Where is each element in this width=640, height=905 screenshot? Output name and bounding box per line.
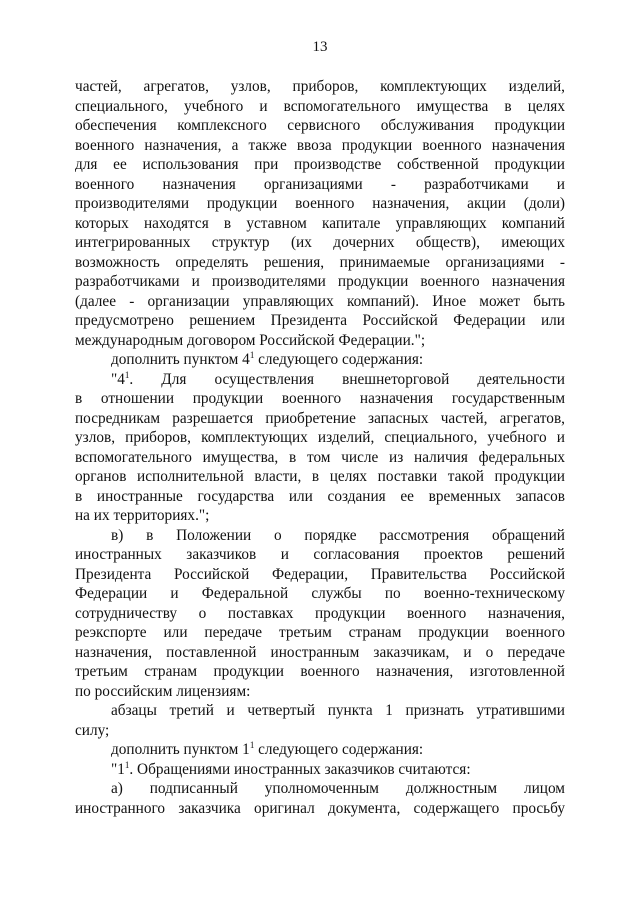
text-line: (далее - организации управляющих компаний). Иное может быть: [75, 292, 565, 310]
superscript: 1: [124, 759, 130, 770]
text-line: интегрированных структур (их дочерних обществ), имеющих: [75, 234, 565, 251]
text-line: дополнить пунктом $4^1$ следующего содержания:: [111, 350, 424, 368]
text-line: посредникам разрешается приобретение запасных частей, агрегатов,: [75, 409, 565, 427]
text-line: на их территориях.";: [75, 507, 210, 524]
superscript: 1: [249, 740, 255, 750]
text-line: обеспечения комплексного сервисного обслуживания продукции: [75, 117, 565, 134]
text-line: реэкспорте или передаче третьим странам продукции военного: [75, 624, 565, 641]
text-line: "$4^1$. Для осуществления внешнеторговой деятельности: [111, 369, 565, 388]
text-line: военного назначения организациями - разработчиками и: [75, 175, 565, 193]
superscript: 1: [249, 350, 255, 360]
document-body: [75, 77, 565, 818]
text-line: "$1^1$. Обращениями иностранных заказчиков считаются:: [111, 759, 471, 778]
text-line: производителями продукции военного назначения, акции (доли): [75, 195, 565, 212]
text-line: Президента Российской Федерации, Правительства Российской: [75, 565, 565, 583]
text-line: а) подписанный уполномоченным должностным лицом: [111, 780, 565, 797]
text-line: частей, агрегатов, узлов, приборов, комплектующих изделий,: [75, 78, 565, 95]
text-line: назначения, поставленной иностранным заказчикам, и о передаче: [75, 643, 565, 661]
text-line: органов исполнительной власти, в целях поставки такой продукции: [75, 468, 565, 485]
text-line: абзацы третий и четвертый пункта 1 признать утратившими: [111, 702, 565, 719]
text-line: Федерации и Федеральной службы по военно-техническому: [75, 585, 565, 602]
text-line: разработчиками и производителями продукции военного назначения: [75, 273, 565, 290]
text-line: иностранных заказчиков и согласования проектов решений: [75, 546, 565, 563]
text-line: которых находятся в уставном капитале управляющих компаний: [75, 214, 565, 232]
page-number: 13: [312, 39, 328, 55]
text-line: силу;: [75, 721, 110, 739]
text-line: узлов, приборов, комплектующих изделий, специального, учебного и: [75, 429, 565, 446]
text-line: иностранного заказчика оригинал документа, содержащего просьбу: [75, 799, 565, 817]
text-line: сотрудничеству о поставках продукции военного назначения,: [75, 604, 565, 622]
text-line: в иностранные государства или создания ее временных запасов: [75, 487, 565, 505]
text-line: возможность определять решения, принимаемые организациями -: [75, 253, 565, 271]
superscript: 1: [124, 369, 130, 380]
text-line: военного назначения, а также ввоза продукции военного назначения: [75, 136, 565, 154]
text-line: предусмотрено решением Президента Российской Федерации или: [75, 312, 565, 329]
text-line: для ее использования при производстве собственной продукции: [75, 156, 565, 173]
text-line: международным договором Российской Федерации.";: [75, 331, 426, 349]
text-line: дополнить пунктом $1^1$ следующего содержания:: [111, 740, 424, 758]
text-line: в) в Положении о порядке рассмотрения обращений: [111, 526, 565, 544]
text-line: по российским лицензиям:: [75, 682, 251, 700]
text-line: специального, учебного и вспомогательного имущества в целях: [75, 97, 565, 115]
text-line: вспомогательного имущества, в том числе из наличия федеральных: [75, 448, 565, 466]
text-line: третьим странам продукции военного назначения, изготовленной: [75, 663, 565, 680]
text-line: в отношении продукции военного назначения государственным: [75, 390, 565, 407]
